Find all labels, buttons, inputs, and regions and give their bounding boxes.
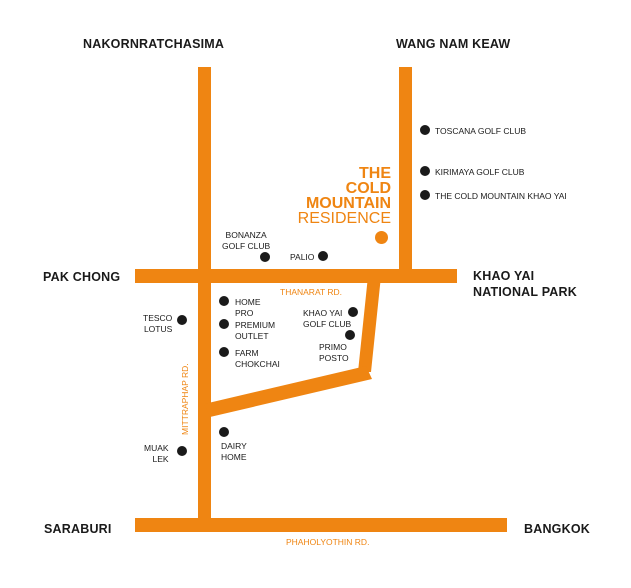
label-home-pro: HOME PRO (235, 297, 261, 318)
label-khao-yai-golf-club: KHAO YAI GOLF CLUB (303, 308, 352, 329)
label-kirimaya-golf-club: KIRIMAYA GOLF CLUB (435, 167, 525, 177)
marker-farm-chokchai (219, 347, 229, 357)
label-cold-mountain-khao-yai: THE COLD MOUNTAIN KHAO YAI (435, 191, 567, 201)
label-premium-outlet: PREMIUM OUTLET (235, 320, 276, 341)
marker-khao-yai-golf-club (348, 307, 358, 317)
road-label-thanarat: THANARAT RD. (280, 287, 343, 297)
road-west-vertical (198, 67, 211, 528)
marker-palio (318, 251, 328, 261)
marker-kirimaya (420, 166, 430, 176)
label-dairy-home: DAIRY HOME (221, 441, 247, 462)
marker-cold-mountain-khao-yai (420, 190, 430, 200)
label-tesco-lotus: TESCO LOTUS (143, 313, 173, 334)
destination-khao-yai-national-park: KHAO YAI NATIONAL PARK (473, 269, 577, 299)
marker-toscana (420, 125, 430, 135)
destination-pak-chong: PAK CHONG (43, 270, 121, 284)
marker-tesco-lotus (177, 315, 187, 325)
marker-premium-outlet (219, 319, 229, 329)
road-phaholyothin (135, 518, 507, 532)
marker-dairy-home (219, 427, 229, 437)
marker-home-pro (219, 296, 229, 306)
label-bonanza-golf-club: BONANZA GOLF CLUB (222, 230, 271, 251)
marker-primo-posto (345, 330, 355, 340)
label-toscana-golf-club: TOSCANA GOLF CLUB (435, 126, 527, 136)
marker-muak-lek (177, 446, 187, 456)
residence-title: THE COLD MOUNTAIN RESIDENCE (297, 165, 391, 227)
road-label-phaholyothin: PHAHOLYOTHIN RD. (286, 537, 370, 547)
destination-saraburi: SARABURI (44, 522, 112, 536)
road-east-vertical (399, 67, 412, 276)
marker-bonanza (260, 252, 270, 262)
destination-nakornratchasima: NAKORNRATCHASIMA (83, 37, 225, 51)
destination-wang-nam-keaw: WANG NAM KEAW (396, 37, 511, 51)
label-palio: PALIO (290, 252, 315, 262)
label-muak-lek: MUAK LEK (144, 443, 169, 464)
label-primo-posto: PRIMO POSTO (319, 342, 349, 363)
road-thanarat-horizontal (135, 269, 457, 283)
residence-location-marker (375, 231, 388, 244)
destination-bangkok: BANGKOK (524, 522, 590, 536)
road-thanarat-loop-vertical (358, 276, 381, 372)
road-label-mittraphap: MITTRAPHAP RD. (180, 363, 190, 435)
label-farm-chokchai: FARM CHOKCHAI (235, 348, 280, 369)
road-thanarat-loop-diagonal (204, 366, 372, 417)
